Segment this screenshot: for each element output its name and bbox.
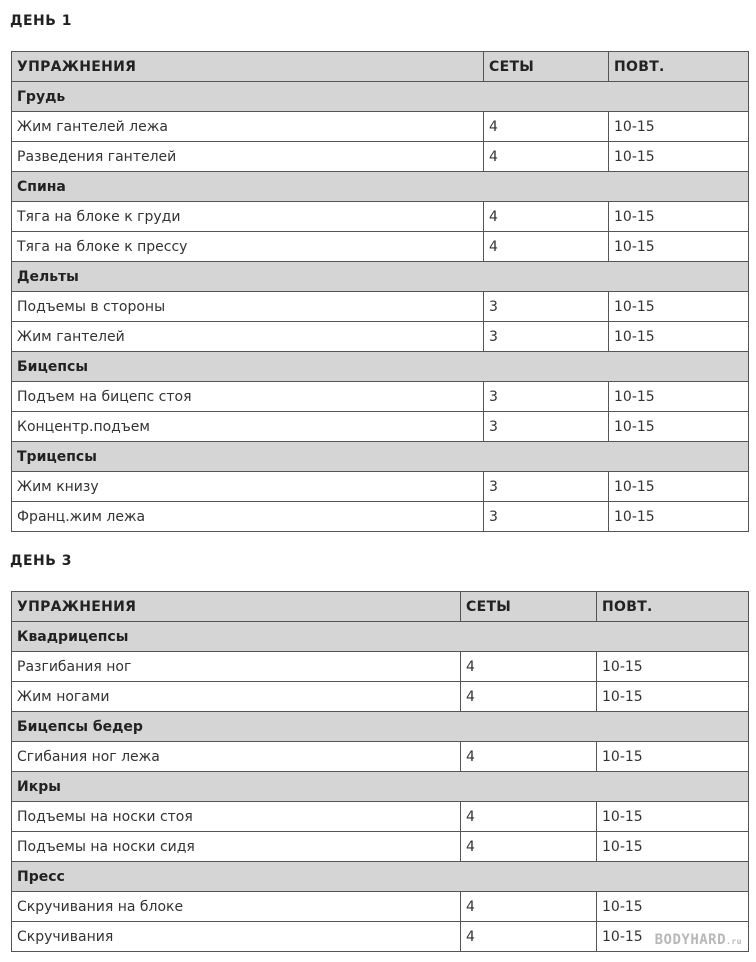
header-exercise: УПРАЖНЕНИЯ — [12, 592, 461, 622]
sets-cell: 4 — [461, 892, 597, 922]
table-row — [12, 292, 749, 322]
reps-cell: 10-15 — [597, 652, 749, 682]
table-row — [12, 892, 749, 922]
table-row — [12, 682, 749, 712]
group-name: Бицепсы — [12, 352, 749, 382]
table-row — [12, 652, 749, 682]
group-name: Спина — [12, 172, 749, 202]
sets-cell: 3 — [484, 472, 609, 502]
table-row — [12, 412, 749, 442]
sets-cell: 4 — [461, 682, 597, 712]
table-row — [12, 232, 749, 262]
watermark-text: BODYHARD — [654, 932, 727, 948]
exercise-cell: Франц.жим лежа — [12, 502, 484, 532]
reps-cell: 10-15 — [609, 382, 749, 412]
exercise-cell: Тяга на блоке к груди — [12, 202, 484, 232]
exercise-cell: Подъемы на носки стоя — [12, 802, 461, 832]
table-row — [12, 472, 749, 502]
table-header-row — [12, 592, 749, 622]
reps-cell: 10-15 — [597, 682, 749, 712]
group-name: Трицепсы — [12, 442, 749, 472]
sets-cell: 3 — [484, 322, 609, 352]
sets-cell: 4 — [461, 802, 597, 832]
group-row — [12, 772, 749, 802]
watermark-suffix: .ru — [726, 937, 742, 946]
reps-cell: 10-15 — [609, 232, 749, 262]
group-row — [12, 352, 749, 382]
group-row — [12, 172, 749, 202]
table-row — [12, 502, 749, 532]
group-name: Икры — [12, 772, 749, 802]
exercise-cell: Разгибания ног — [12, 652, 461, 682]
sets-cell: 4 — [484, 142, 609, 172]
group-row — [12, 442, 749, 472]
sets-cell: 4 — [461, 922, 597, 952]
day-1-table — [11, 51, 749, 532]
reps-cell: 10-15 — [609, 292, 749, 322]
table-row — [12, 112, 749, 142]
table-row — [12, 382, 749, 412]
exercise-cell: Подъем на бицепс стоя — [12, 382, 484, 412]
header-reps: ПОВТ. — [609, 52, 749, 82]
group-name: Грудь — [12, 82, 749, 112]
reps-cell: 10-15 — [609, 472, 749, 502]
reps-cell: 10-15 — [609, 112, 749, 142]
reps-cell: 10-15 — [597, 742, 749, 772]
exercise-cell: Жим ногами — [12, 682, 461, 712]
sets-cell: 4 — [461, 742, 597, 772]
exercise-cell: Жим гантелей — [12, 322, 484, 352]
table-row — [12, 322, 749, 352]
table-row — [12, 202, 749, 232]
day-3-title: ДЕНЬ 3 — [10, 553, 73, 569]
header-sets: СЕТЫ — [461, 592, 597, 622]
day-1-title: ДЕНЬ 1 — [10, 13, 73, 29]
table-header-row — [12, 52, 749, 82]
reps-cell: 10-15 — [609, 502, 749, 532]
exercise-cell: Жим гантелей лежа — [12, 112, 484, 142]
sets-cell: 3 — [484, 292, 609, 322]
group-row — [12, 82, 749, 112]
site-watermark — [655, 932, 742, 948]
group-name: Дельты — [12, 262, 749, 292]
group-row — [12, 622, 749, 652]
group-row — [12, 262, 749, 292]
reps-cell: 10-15 — [597, 892, 749, 922]
exercise-cell: Подъемы в стороны — [12, 292, 484, 322]
reps-cell: 10-15 — [609, 322, 749, 352]
reps-cell: 10-15 — [609, 142, 749, 172]
table-row — [12, 832, 749, 862]
sets-cell: 4 — [484, 202, 609, 232]
sets-cell: 3 — [484, 412, 609, 442]
header-sets: СЕТЫ — [484, 52, 609, 82]
sets-cell: 3 — [484, 382, 609, 412]
table-row — [12, 142, 749, 172]
exercise-cell: Концентр.подъем — [12, 412, 484, 442]
table-row — [12, 802, 749, 832]
exercise-cell: Скручивания — [12, 922, 461, 952]
sets-cell: 4 — [461, 832, 597, 862]
exercise-cell: Разведения гантелей — [12, 142, 484, 172]
exercise-cell: Тяга на блоке к прессу — [12, 232, 484, 262]
reps-cell: 10-15 — [597, 832, 749, 862]
group-name: Квадрицепсы — [12, 622, 749, 652]
sets-cell: 3 — [484, 502, 609, 532]
reps-cell: 10-15 — [597, 802, 749, 832]
exercise-cell: Жим книзу — [12, 472, 484, 502]
exercise-cell: Скручивания на блоке — [12, 892, 461, 922]
group-name: Бицепсы бедер — [12, 712, 749, 742]
exercise-cell: Подъемы на носки сидя — [12, 832, 461, 862]
table-row — [12, 742, 749, 772]
sets-cell: 4 — [461, 652, 597, 682]
group-name: Пресс — [12, 862, 749, 892]
header-reps: ПОВТ. — [597, 592, 749, 622]
reps-cell: 10-15 — [609, 412, 749, 442]
day-3-table — [11, 591, 749, 952]
sets-cell: 4 — [484, 232, 609, 262]
group-row — [12, 712, 749, 742]
table-row — [12, 922, 749, 952]
header-exercise: УПРАЖНЕНИЯ — [12, 52, 484, 82]
exercise-cell: Сгибания ног лежа — [12, 742, 461, 772]
reps-cell: 10-15 — [609, 202, 749, 232]
reps-cell: 10-15 — [597, 922, 749, 952]
group-row — [12, 862, 749, 892]
sets-cell: 4 — [484, 112, 609, 142]
